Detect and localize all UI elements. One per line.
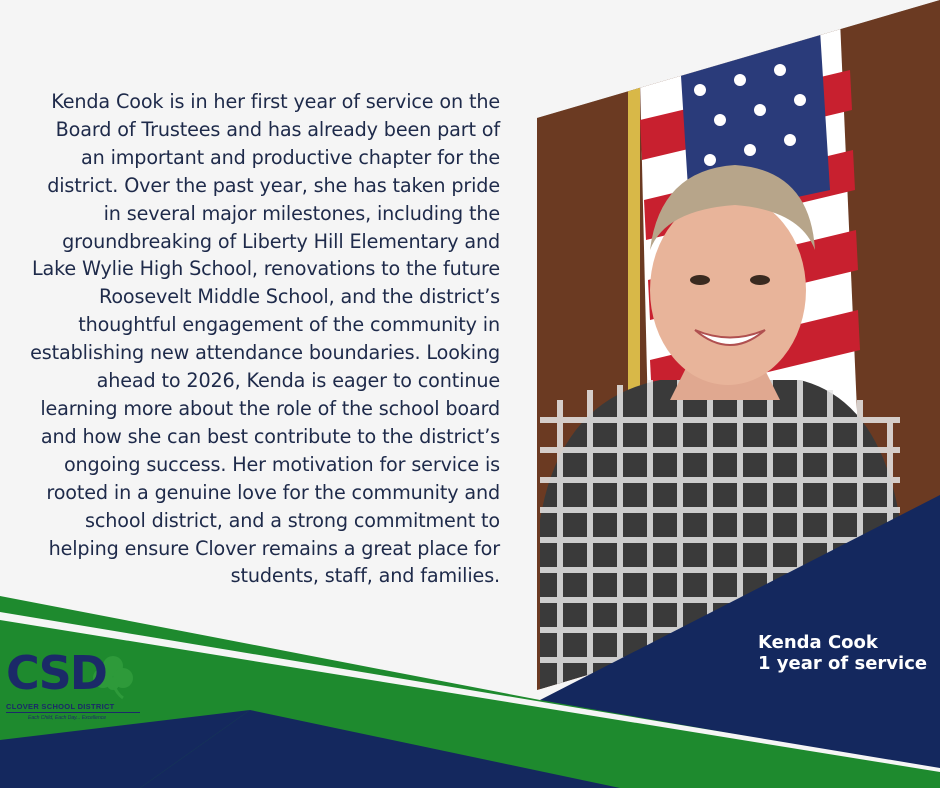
name-caption — [758, 632, 927, 674]
logo-divider — [6, 712, 140, 713]
trustee-name: Kenda Cook — [758, 632, 878, 653]
bio-paragraph: Kenda Cook is in her first year of service on the Board of Trustees and has already been part of an important and productive chapter for the district. Over the past year, she has taken pride in several major milestones, including the groundbreaking of Liberty Hill Elementary and Lake Wylie High School, renovations to the future Roosevelt Middle School, and the district’s thoughtful engagement of the community in establishing new attendance boundaries. Looking ahead to 2026, Kenda is eager to continue learning more about the role of the school board and how she can best contribute to the district’s ongoing success. Her motivation for service is rooted in a genuine love for the community and school district, and a strong commitment to helping ensure Clover remains a great place for students, staff, and families. — [30, 90, 500, 588]
logo-tagline: Each Child, Each Day... Excellence — [28, 715, 107, 721]
logo-letters: CSD — [6, 646, 106, 700]
service-years: 1 year of service — [758, 653, 928, 674]
district-logo — [6, 646, 140, 721]
logo-district-name: CLOVER SCHOOL DISTRICT — [6, 702, 115, 711]
